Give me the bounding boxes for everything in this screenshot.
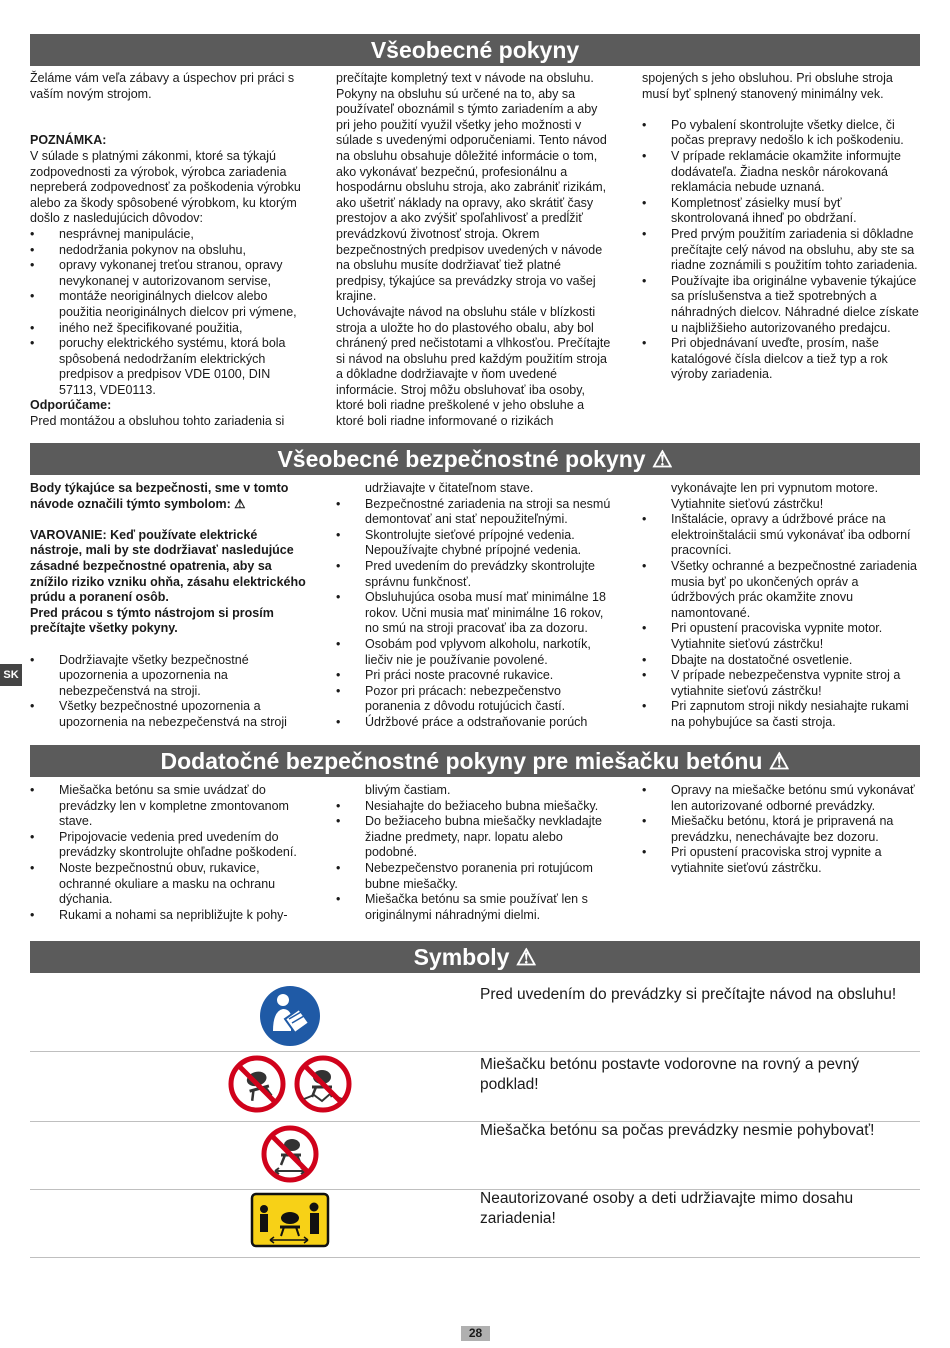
recommend-text: Pred montážou a obsluhou tohto zariadenia si bbox=[30, 414, 285, 429]
list-item: • Noste bezpečnostnú obuv, rukavice, ochranné okuliare a masku na ochranu dýchania. bbox=[30, 861, 308, 908]
list-item: • nesprávnej manipulácie, bbox=[30, 227, 308, 243]
symbol-icons bbox=[220, 1192, 360, 1248]
list-item: • Pred uvedením do prevádzky skontrolujte správnu funkčnosť. bbox=[336, 559, 614, 590]
recommend-heading: Odporúčame: bbox=[30, 398, 112, 413]
no-moving-icon bbox=[261, 1125, 319, 1183]
safety-list-3 bbox=[642, 481, 920, 731]
list-item: • Inštalácie, opravy a údržbové práce na elektroinštalácii smú vykonávať iba odborní pracovníci. bbox=[642, 512, 920, 559]
general-columns bbox=[30, 71, 920, 430]
symbol-text-read-manual: Pred uvedením do prevádzky si prečítajte návod na obsluhu! bbox=[480, 986, 897, 1003]
list-item: • Opravy na miešačke betónu smú vykonávať len autorizované odborné prevádzky. bbox=[642, 783, 920, 814]
storage-paragraph: Uchovávajte návod na obsluhu stále v blízkosti stroja a uložte ho do plastového obalu, aby bol chránený pred nečistotami a vlhkosťou. Prečítajte si návod na obsluhu pred každým použitím stroja a dôkladne dodržiavajte v ňom uvedené informácie. Stroj môžu obsluhovať iba osoby, ktoré boli riadne preškolené v jeho obsluhe a ktoré boli riadne informované o rizikách bbox=[336, 304, 611, 429]
list-item: • Pri opustení pracoviska vypnite motor. Vytiahnite sieťovú zástrčku! bbox=[642, 621, 920, 652]
list-item-continued: vykonávajte len pri vypnutom motore. Vytiahnite sieťovú zástrčku! bbox=[671, 481, 879, 511]
safety-columns bbox=[30, 481, 920, 731]
list-item: • Pozor pri prácach: nebezpečenstvo poranenia z dôvodu rotujúcich častí. bbox=[336, 684, 614, 715]
symbol-text-keep-away: Neautorizované osoby a deti udržiavajte mimo dosahu zariadenia! bbox=[480, 1190, 854, 1227]
read-manual-icon bbox=[259, 985, 321, 1047]
list-item: • Všetky ochranné a bezpečnostné zariadenia musia byť po ukončených opráv a údržbových prác okamžite znovu namontované. bbox=[642, 559, 920, 621]
list-item: • Nebezpečenstvo poranenia pri rotujúcom bubne miešačky. bbox=[336, 861, 614, 892]
list-item-continued: blivým častiam. bbox=[365, 783, 451, 797]
list-item: • montáže neoriginálnych dielcov alebo použitia neoriginálnych dielcov pri výmene, bbox=[30, 289, 308, 320]
list-item: • Miešačka betónu sa smie používať len s originálnymi náhradnými dielmi. bbox=[336, 892, 614, 923]
safety-col-1 bbox=[30, 481, 308, 731]
safety-list-1 bbox=[30, 653, 308, 731]
section-title-mixer: Dodatočné bezpečnostné pokyny pre miešačku betónu ⚠ bbox=[30, 745, 920, 777]
symbol-icons bbox=[220, 1125, 360, 1183]
mixer-list-1 bbox=[30, 783, 308, 923]
list-item: • Miešačku betónu, ktorá je pripravená na prevádzku, nenechávajte bez dozoru. bbox=[642, 814, 920, 845]
operator-paragraph: spojených s jeho obsluhou. Pri obsluhe stroja musí byť splnený stanovený minimálny vek. bbox=[642, 71, 893, 101]
list-item: • Osobám pod vplyvom alkoholu, narkotík, liečiv nie je používanie povolené. bbox=[336, 637, 614, 668]
mixer-col-2 bbox=[336, 783, 614, 923]
liability-list bbox=[30, 227, 308, 399]
section-title-symbols: Symboly ⚠ bbox=[30, 941, 920, 973]
list-item: • Pri opustení pracoviska stroj vypnite a vytiahnite sieťovú zástrčku. bbox=[642, 845, 920, 876]
list-item: • Do bežiaceho bubna miešačky nevkladajte žiadne predmety, napr. lopatu alebo podobné. bbox=[336, 814, 614, 861]
page-number: 28 bbox=[461, 1326, 490, 1341]
list-item: • Nesiahajte do bežiaceho bubna miešačky. bbox=[336, 799, 614, 815]
mixer-list-2 bbox=[336, 783, 614, 923]
safety-list-2 bbox=[336, 481, 614, 731]
general-col-1 bbox=[30, 71, 308, 430]
list-item: • Všetky bezpečnostné upozornenia a upozornenia na nebezpečenstvá na stroji bbox=[30, 699, 308, 730]
symbol-icons bbox=[220, 1055, 360, 1113]
list-item: • V prípade reklamácie okamžite informujte dodávateľa. Žiadna neskôr nárokovaná reklamácia nebude uznaná. bbox=[642, 149, 920, 196]
list-item: • Pri objednávaní uveďte, prosím, naše katalógové čísla dielcov a tiež typ a rok výroby zariadenia. bbox=[642, 336, 920, 383]
mixer-col-1 bbox=[30, 783, 308, 923]
list-item-continued: udržiavajte v čitateľnom stave. bbox=[365, 481, 534, 495]
general-col-3 bbox=[642, 71, 920, 430]
list-item: • Rukami a nohami sa nepribližujte k pohy- bbox=[30, 908, 308, 924]
list-item: • Obsluhujúca osoba musí mať minimálne 18 rokov. Učni musia mať minimálne 16 rokov, no smú na stroji pracovať iba za dozoru. bbox=[336, 590, 614, 637]
warning-text: VAROVANIE: Keď používate elektrické nástroje, mali by ste dodržiavať nasledujúce zásadné bezpečnostné opatrenia, aby sa znížilo riziko vzniku ohňa, zásahu elektrického prúdu a poranení osôb. bbox=[30, 527, 306, 605]
list-item: • V prípade nebezpečenstva vypnite stroj a vytiahnite sieťovú zástrčku! bbox=[642, 668, 920, 699]
list-item: • iného než špecifikované použitia, bbox=[30, 321, 308, 337]
list-item: • Používajte iba originálne vybavenie týkajúce sa príslušenstva a tiež spotrebných a náhradných dielcov. Náhradné dielce získate u najbližšieho autorizovaného predajcu. bbox=[642, 274, 920, 336]
symbol-row-keep-away bbox=[30, 1189, 920, 1258]
list-item: • Údržbové práce a odstraňovanie porúch bbox=[336, 715, 614, 731]
mixer-columns bbox=[30, 783, 920, 923]
note-heading: POZNÁMKA: bbox=[30, 133, 107, 148]
list-item: • poruchy elektrického systému, ktorá bola spôsobená nedodržaním elektrických predpisov a predpisov VDE 0100, DIN 57113, VDE0113. bbox=[30, 336, 308, 398]
list-item: • nedodržania pokynov na obsluhu, bbox=[30, 243, 308, 259]
symbol-icons bbox=[220, 985, 360, 1047]
no-tilt-mixer-icon bbox=[228, 1055, 286, 1113]
mixer-list-3 bbox=[642, 783, 920, 877]
list-item: • Bezpečnostné zariadenia na stroji sa nesmú demontovať ani stať nepoužiteľnými. bbox=[336, 497, 614, 528]
list-item: • Skontrolujte sieťové prípojné vedenia. Nepoužívajte chybné prípojné vedenia. bbox=[336, 528, 614, 559]
note-text: V súlade s platnými zákonmi, ktoré sa týkajú zodpovednosti za výrobok, výrobca zariadenia nepreberá zodpovednosť za poškodenia výrobku alebo za škody spôsobené výrobkom, ku ktorým došlo z nasledujúcich dôvodov: bbox=[30, 148, 301, 226]
section-title-general: Všeobecné pokyny bbox=[30, 34, 920, 66]
list-item: • Dodržiavajte všetky bezpečnostné upozornenia a upozornenia na nebezpečenstvá na stroji. bbox=[30, 653, 308, 700]
list-item: • Pripojovacie vedenia pred uvedením do prevádzky skontrolujte ohľadne poškodení. bbox=[30, 830, 308, 861]
list-item: • Miešačka betónu sa smie uvádzať do prevádzky len v kompletne zmontovanom stave. bbox=[30, 783, 308, 830]
no-uneven-ground-icon bbox=[294, 1055, 352, 1113]
list-item: • Dbajte na dostatočné osvetlenie. bbox=[642, 653, 920, 669]
language-tab: SK bbox=[0, 664, 22, 686]
keep-away-icon bbox=[250, 1192, 330, 1248]
mixer-col-3 bbox=[642, 783, 920, 923]
safety-col-3 bbox=[642, 481, 920, 731]
list-item: • Pred prvým použitím zariadenia si dôkladne prečítajte celý návod na obsluhu, aby ste sa riadne zoznámili s použitím tohto zariadenia. bbox=[642, 227, 920, 274]
intro-text: Želáme vám veľa zábavy a úspechov pri práci s vaším novým strojom. bbox=[30, 71, 295, 101]
list-item: • Pri zapnutom stroji nikdy nesiahajte rukami na pohybujúce sa časti stroja. bbox=[642, 699, 920, 730]
symbol-row-no-moving bbox=[30, 1121, 920, 1190]
list-item: • Pri práci noste pracovné rukavice. bbox=[336, 668, 614, 684]
symbol-row-read-manual bbox=[30, 981, 920, 1052]
general-col-2 bbox=[336, 71, 614, 430]
symbol-text-level-surface: Miešačku betónu postavte vodorovne na rovný a pevný podklad! bbox=[480, 1056, 860, 1093]
list-item: • Kompletnosť zásielky musí byť skontrolovaná ihneď po obdržaní. bbox=[642, 196, 920, 227]
list-item: • Po vybalení skontrolujte všetky dielce, či počas prepravy nedošlo k ich poškodeniu. bbox=[642, 118, 920, 149]
manual-paragraph: prečítajte kompletný text v návode na obsluhu. Pokyny na obsluhu sú určené na to, aby sa používateľ oboznámil s týmto zariadením a aby pri jeho použití využil všetky jeho možnosti v súlade s uvedenými odporučeniami. Tento návod na obsluhu obsahuje dôležité informácie o tom, ako vykonávať bezpečnú, profesionálnu a hospodárnu obsluhu stroja, ako zabrániť rizikám, ako ušetriť náklady na opravy, ako skrátiť časy prestojov a ako zvýšiť spoľahlivosť a predĺžiť prevádzkovú životnosť stroja. Okrem bezpečnostných predpisov uvedených v návode na obsluhu musíte dodržiavať tiež platné predpisy, týkajúce sa prevádzky stroja vo vašej krajine. bbox=[336, 71, 607, 304]
symbol-row-level-surface bbox=[30, 1051, 920, 1122]
unpacking-list bbox=[642, 118, 920, 383]
section-title-safety: Všeobecné bezpečnostné pokyny ⚠ bbox=[30, 443, 920, 475]
symbol-note: Body týkajúce sa bezpečnosti, sme v tomto návode označili týmto symbolom: ⚠ bbox=[30, 481, 289, 511]
symbol-text-no-moving: Miešačka betónu sa počas prevádzky nesmie pohybovať! bbox=[480, 1122, 875, 1139]
safety-col-2 bbox=[336, 481, 614, 731]
read-instructions-text: Pred prácou s týmto nástrojom si prosím prečítajte všetky pokyny. bbox=[30, 605, 274, 636]
list-item: • opravy vykonanej treťou stranou, opravy nevykonanej v autorizovanom servise, bbox=[30, 258, 308, 289]
